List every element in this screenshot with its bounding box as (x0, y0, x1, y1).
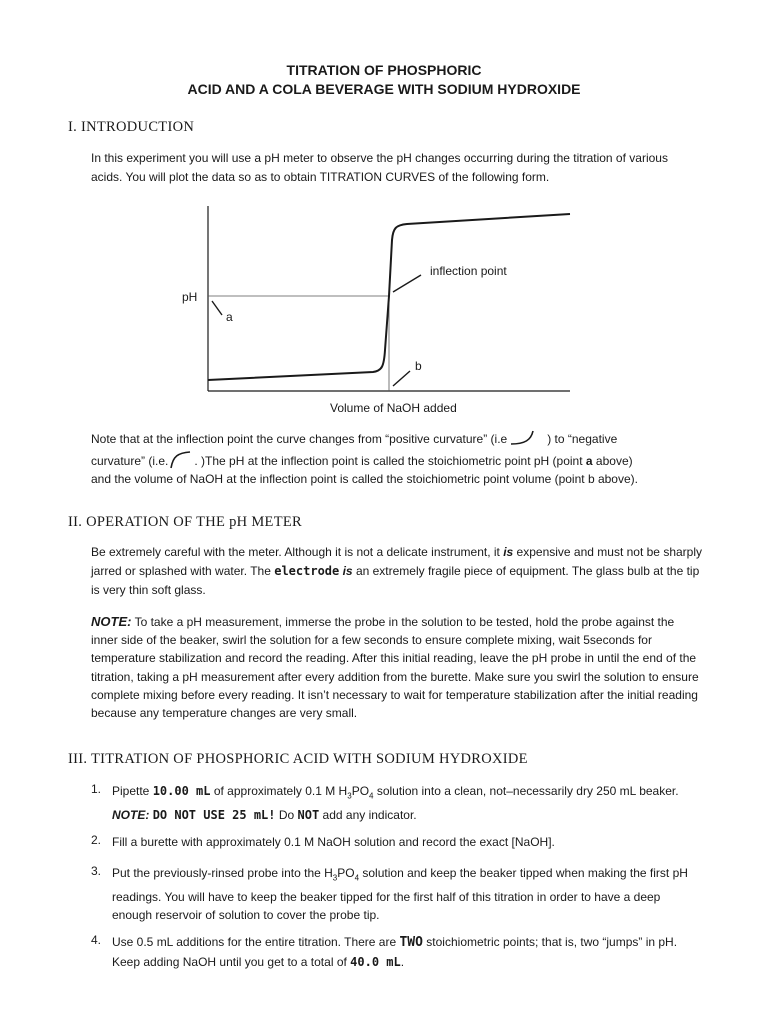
note-paragraph (91, 613, 703, 722)
item-4-two: TWO (399, 935, 423, 950)
item-4-text-d: . (400, 954, 405, 969)
point-a-reference: a (585, 454, 593, 468)
note-line-1-end: ) to “negative (547, 432, 618, 446)
item-number-4: 4. (91, 933, 102, 947)
intro-line-1: In this experiment you will use a pH meter to observe the pH changes occurring during the titration of various (91, 151, 668, 165)
point-b-reference: b (587, 472, 595, 486)
item-1-sub-3: 3 (347, 791, 352, 801)
emphasis-is-2: is (342, 564, 353, 578)
item-4-text-c: stoichiometric points; that is, two “jumps” in pH. Keep adding NaOH until you get to a total of (112, 935, 678, 969)
item-2-text: Fill a burette with approximately 0.1 M NaOH solution and record the exact [NaOH]. (112, 835, 555, 849)
inflection-pointer (393, 275, 421, 292)
item-1-text-e: solution into a clean, not–necessarily dry 250 mL beaker. (373, 784, 679, 798)
item-4-text-a: Use 0.5 mL additions for the entire titration. There are (112, 935, 400, 949)
point-b-label: b (415, 359, 422, 373)
ph-meter-text (91, 543, 703, 600)
item-1-text-a: Pipette (112, 784, 153, 798)
note-line-2-end: above) (592, 454, 633, 468)
positive-curvature-icon (507, 430, 547, 446)
item-4-volume: 40.0 mL (350, 954, 401, 969)
title-line-2: ACID AND A COLA BEVERAGE WITH SODIUM HYDROXIDE (187, 81, 581, 97)
item-1-text-c: of approximately 0.1 M H (210, 784, 348, 798)
section-heading-phosphoric-titration: III. TITRATION OF PHOSPHORIC ACID WITH SODIUM HYDROXIDE (68, 751, 528, 767)
titration-curve-figure (175, 198, 595, 423)
ph-meter-text-d: an extremely fragile piece of equipment. The glass bulb at the tip is very thin soft glass. (91, 564, 700, 597)
item-3-sub-3: 3 (332, 873, 338, 883)
ph-meter-paragraph (91, 543, 703, 600)
x-axis-label: Volume of NaOH added (330, 401, 457, 415)
note-line-1-text: Note that at the inflection point the curve changes from “positive curvature” (i.e (91, 432, 508, 446)
item-1-warning: DO NOT USE 25 mL! (152, 807, 276, 822)
note-line-2 (91, 451, 633, 469)
intro-paragraph (91, 149, 703, 187)
note-line-3-text: and the volume of NaOH at the inflection point is called the stoichiometric point volume (point (91, 472, 585, 486)
inflection-point-label: inflection point (430, 264, 507, 278)
ph-axis-label: pH (182, 290, 198, 304)
item-1-note-label: NOTE: (112, 807, 150, 822)
item-3-text-b: PO (337, 866, 355, 880)
item-1-text-h: add any indicator. (319, 807, 417, 822)
item-3-sub-4: 4 (354, 873, 360, 883)
note-text (91, 613, 703, 722)
item-1-text-g: Do (275, 807, 298, 822)
item-1-text-d: PO (351, 784, 370, 798)
item-3-text-a: Put the previously-rinsed probe into the H (112, 866, 333, 880)
negative-curvature-icon (168, 451, 194, 469)
ph-meter-text-b: expensive and must not be sharply jarred or splashed with water. The (91, 545, 702, 578)
item-number-3: 3. (91, 864, 102, 878)
item-1-not: NOT (297, 807, 320, 822)
item-1-volume: 10.00 mL (152, 784, 211, 798)
procedure-item-4 (112, 933, 702, 971)
note-line-1 (91, 430, 617, 446)
procedure-item-3 (112, 864, 702, 925)
point-a-pointer (212, 301, 222, 315)
note-line-3 (91, 472, 638, 486)
note-body: To take a pH measurement, immerse the probe in the solution to be tested, hold the probe against the inner side of the beaker, swirl the solution for a few seconds to ensure complete mixing, wait 5seconds for temperature stabilization and record the reading. After this initial reading, leave the pH probe in until the end of the titration, taking a pH measurement after every addition from the burette. Make sure you swirl the solution to ensure complete mixing before every reading. It isn’t necessary to wait for temperature stabilization after the initial reading because any temperature changes are very small. (91, 615, 699, 721)
ph-meter-text-a: Be extremely careful with the meter. Although it is not a delicate instrument, it (91, 545, 504, 559)
note-line-2-text: curvature” (i.e. (91, 454, 169, 468)
point-a-label: a (226, 310, 233, 324)
section-heading-ph-meter: II. OPERATION OF THE pH METER (68, 514, 302, 530)
section-heading-introduction: I. INTRODUCTION (68, 119, 195, 135)
procedure-item-2 (112, 833, 702, 852)
item-number-2: 2. (91, 833, 102, 847)
item-1-sub-4: 4 (369, 791, 374, 801)
note-line-3-end: above). (594, 472, 638, 486)
note-label: NOTE: (91, 614, 132, 629)
item-3-text-c: solution and keep the beaker tipped when making the first pH readings. You will have to keep the beaker tipped for the first half of this titration in order to have a deep enough reservoir of solution to cover the probe tip. (112, 866, 688, 923)
note-line-2-mid: . )The pH at the inflection point is called the stoichiometric point pH (point (194, 454, 583, 468)
emphasis-is: is (503, 545, 514, 559)
item-number-1: 1. (91, 782, 102, 796)
point-b-pointer (393, 371, 410, 386)
procedure-item-1 (112, 782, 702, 824)
intro-line-2: acids. You will plot the data so as to obtain TITRATION CURVES of the following form. (91, 170, 550, 184)
title-line-1: TITRATION OF PHOSPHORIC (286, 62, 482, 78)
emphasis-electrode: electrode (274, 564, 340, 578)
